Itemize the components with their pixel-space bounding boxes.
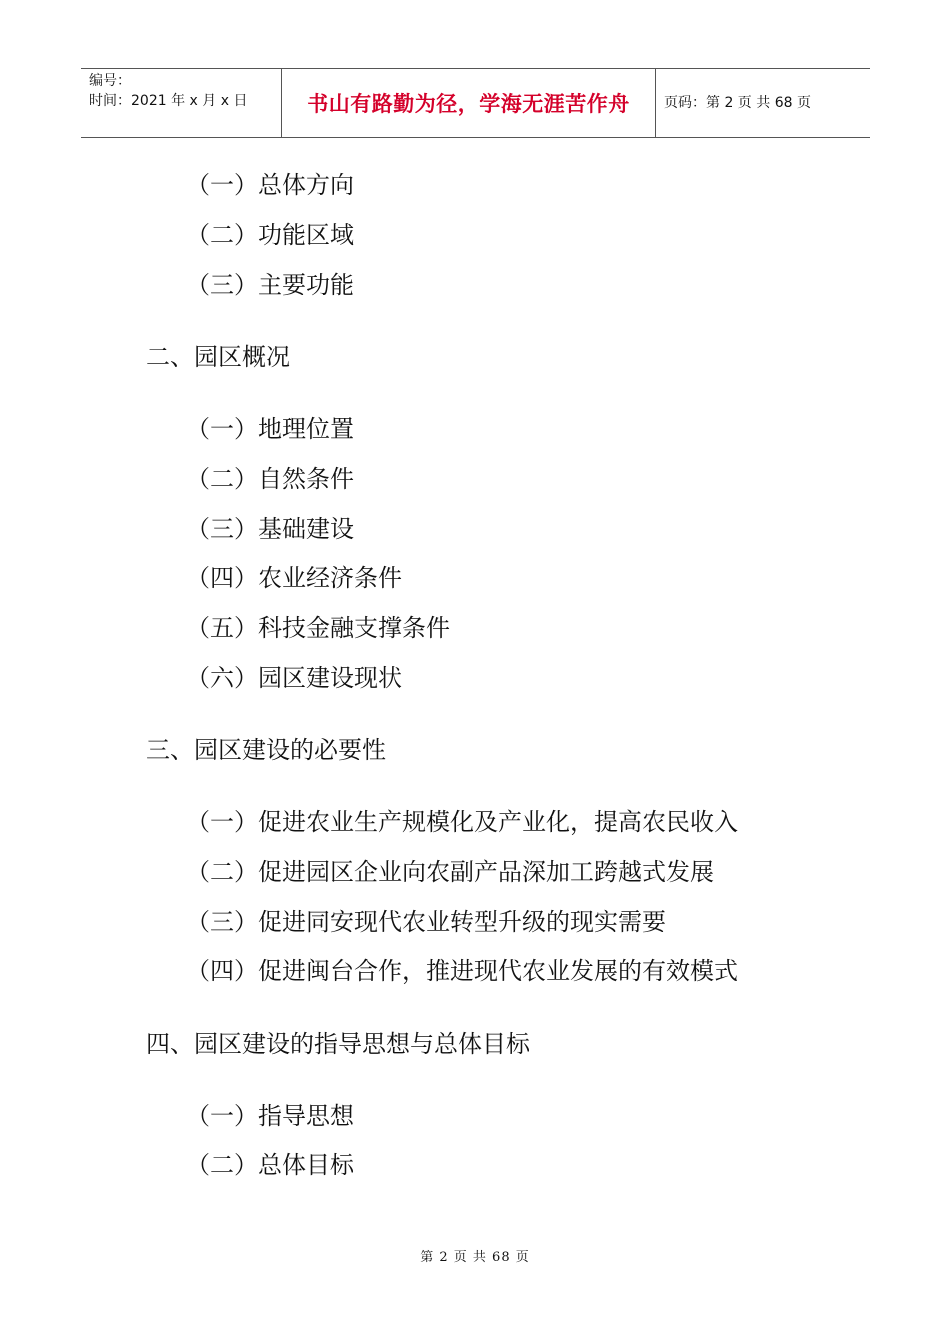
toc-entry: （四）促进闽台合作，推进现代农业发展的有效模式 (186, 957, 738, 985)
page-header (81, 68, 870, 138)
toc-entry: （四）农业经济条件 (186, 564, 402, 592)
toc-entry: （一）指导思想 (186, 1102, 354, 1130)
header-page-info: 页码：第 2 页 共 68 页 (664, 95, 811, 111)
toc-entry: （三）主要功能 (186, 271, 354, 299)
toc-entry: （三）促进同安现代农业转型升级的现实需要 (186, 908, 666, 936)
toc-entry: （五）科技金融支撑条件 (186, 614, 450, 642)
header-motto: 书山有路勤为径，学海无涯苦作舟 (307, 92, 630, 116)
toc-entry: （一）促进农业生产规模化及产业化，提高农民收入 (186, 808, 738, 836)
header-motto-cell (282, 69, 656, 137)
header-page-cell (656, 69, 870, 137)
document-number-label: 编号： (89, 73, 131, 89)
toc-entry: （六）园区建设现状 (186, 664, 402, 692)
toc-section-heading: 四、园区建设的指导思想与总体目标 (146, 1030, 530, 1058)
toc-entry: （二）总体目标 (186, 1151, 354, 1179)
toc-entry: （二）功能区域 (186, 221, 354, 249)
toc-entry: （一）总体方向 (186, 171, 354, 199)
header-meta-cell (81, 69, 282, 137)
toc-entry: （二）促进园区企业向农副产品深加工跨越式发展 (186, 858, 714, 886)
document-date-label: 时间：2021 年 x 月 x 日 (89, 93, 248, 109)
toc-entry: （二）自然条件 (186, 465, 354, 493)
toc-entry: （一）地理位置 (186, 415, 354, 443)
page-footer: 第 2 页 共 68 页 (420, 1250, 530, 1265)
toc-section-heading: 二、园区概况 (146, 343, 290, 371)
toc-entry: （三）基础建设 (186, 515, 354, 543)
toc-section-heading: 三、园区建设的必要性 (146, 736, 386, 764)
